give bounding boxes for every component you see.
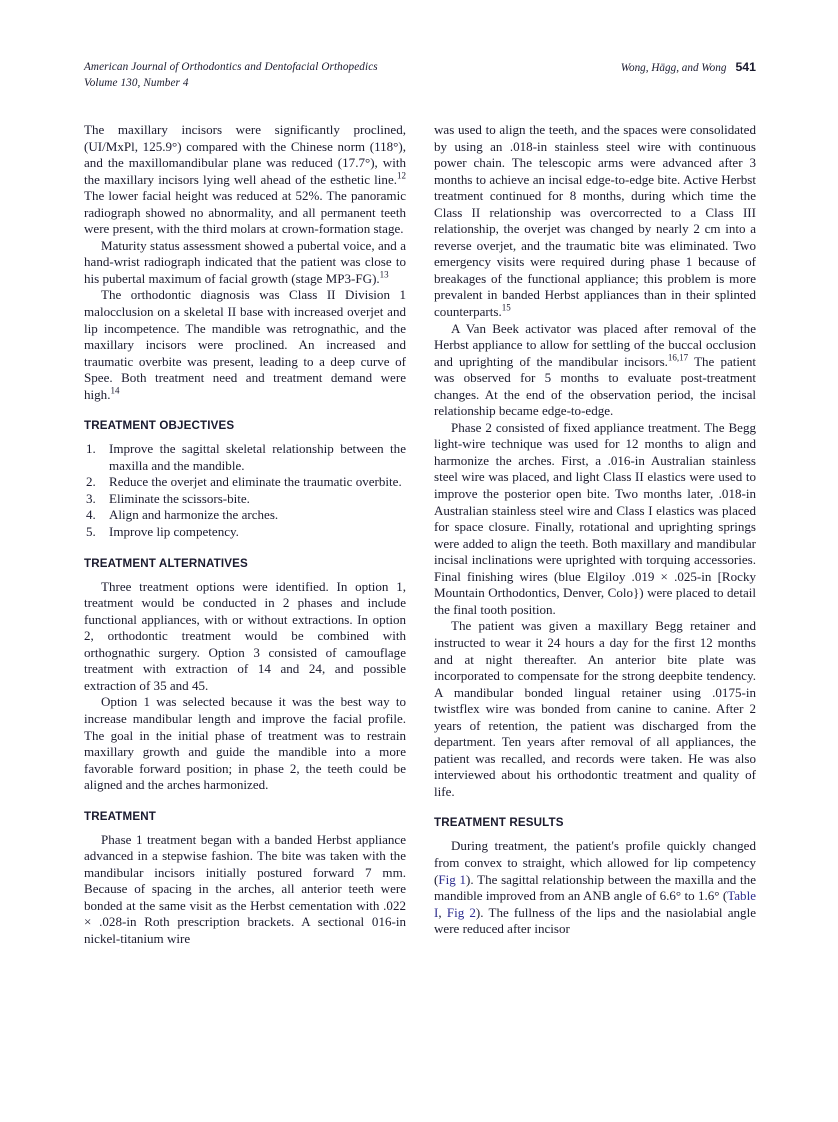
heading-treatment-results: TREATMENT RESULTS: [434, 816, 564, 830]
left-column: [84, 122, 406, 948]
reference-marker-15: 15: [501, 302, 511, 313]
treatment-objectives-list: [84, 441, 406, 540]
volume-issue: [84, 76, 378, 92]
para-text-cont: The patient was observed for 5 months to evaluate post-treatment changes. At the end of the observation period, the incisal relationship became edge-to-edge.: [434, 353, 756, 419]
heading-treatment-objectives: TREATMENT OBJECTIVES: [84, 419, 235, 433]
objective-text: Improve the sagittal skeletal relationship between the maxilla and the mandible.: [109, 441, 406, 473]
list-item: [84, 474, 406, 491]
paragraph-orthodontic-diagnosis: [84, 287, 406, 403]
figure-link-fig-2[interactable]: Fig 2: [446, 904, 476, 920]
results-text-a: During treatment, the patient's profile quickly changed from convex to straight, which allowed for lip competency (: [434, 838, 756, 887]
objective-text: Eliminate the scissors-bite.: [109, 490, 250, 506]
table-link-table-1[interactable]: Table I: [434, 888, 756, 920]
paragraph-phase-one: Phase 1 treatment began with a banded Herbst appliance advanced in a stepwise fashion. The bite was taken with the mandibular incisors initially postured forward 7 mm. Because of spacing in the arches, all anterior teeth were bonded at the same visit as the Herbst cementation with .022 × .028-in Roth prescription brackets. A sectional 016-in nickel-titanium wire: [84, 831, 406, 946]
heading-treatment-alternatives: TREATMENT ALTERNATIVES: [84, 556, 248, 570]
para-text: Maturity status assessment showed a pubertal voice, and a hand-wrist radiograph indicated that the patient was close to his pubertal maximum of facial growth (stage MP3-FG).: [84, 237, 406, 286]
list-item: [84, 524, 406, 541]
page-number: 541: [735, 60, 756, 74]
right-column: [434, 122, 756, 948]
paragraph-herbst-active-treatment: [434, 122, 756, 321]
list-item: [84, 507, 406, 524]
number-label: Number: [143, 76, 180, 89]
paragraph-diagnosis-findings: [84, 122, 406, 238]
paragraph-option-selected: Option 1 was selected because it was the best way to increase mandibular length and improve the facial profile. The goal in the initial phase of treatment was to restrain maxillary growth and guide the mandible into a more favorable forward position; in phase 2, the teeth could be aligned and the arches harmonized.: [84, 694, 406, 793]
objective-text: Reduce the overjet and eliminate the traumatic overbite.: [109, 474, 402, 490]
journal-title: American Journal of Orthodontics and Dentofacial Orthopedics: [84, 61, 378, 73]
authors-line: Wong, Hägg, and Wong: [620, 62, 727, 74]
running-head: [84, 60, 756, 91]
para-text-cont: The lower facial height was reduced at 52%. The panoramic radiograph showed no abnormality, and all permanent teeth were present, with the third molars at crown-formation stage.: [84, 188, 406, 237]
reference-marker-14: 14: [110, 385, 120, 396]
reference-marker-13: 13: [379, 269, 389, 280]
heading-treatment: TREATMENT: [84, 809, 156, 823]
results-text-d: ). The fullness of the lips and the nasiolabial angle were reduced after incisor: [434, 904, 756, 937]
reference-marker-12: 12: [397, 170, 406, 181]
results-text-c: ,: [438, 904, 447, 920]
issue-number: 4: [182, 76, 189, 89]
list-item: [84, 491, 406, 508]
figure-link-fig-1[interactable]: Fig 1: [438, 871, 467, 887]
reference-marker-16-17: 16,17: [667, 352, 689, 363]
paragraph-results-profile: [434, 838, 756, 937]
para-text: was used to align the teeth, and the spaces were consolidated by using an .018-in stainless steel wire with continuous power chain. The telescopic arms were advanced after 3 months to achieve an incisal edge-to-edge bite. Active Herbst treatment continued for 8 months, during which time the Class II relationship was overcorrected to a Class III relationship, the overjet was changed by nearly 2 cm into a reverse overjet, and the traumatic bite was eliminated. Two emergency visits were required during phase 1 because of breakages of the functional appliance; this problem is more prevalent in banded Herbst appliances than in their splinted counterparts.: [434, 122, 756, 320]
volume-number: 130,: [120, 76, 141, 89]
objective-text: Align and harmonize the arches.: [109, 507, 279, 523]
para-text: A Van Beek activator was placed after removal of the Herbst appliance to allow for settling of the buccal occlusion and uprighting of the mandibular incisors.: [434, 320, 756, 369]
paragraph-phase-two: Phase 2 consisted of fixed appliance treatment. The Begg light-wire technique was used for 12 months to align and harmonize the arches. First, a .016-in Australian stainless steel wire was placed, and light Class II elastics were used to improve the posterior open bite. Two months later, .018-in Australian stainless steel wire and Class I elastics was placed for space closure. Finally, rotational and uprighting springs were added to align the teeth. Both maxillary and mandibular incisal inclinations were uprighted with torquing accessories. Final finishing wires (blue Elgiloy .019 × .025-in [Rocky Mountain Orthodontics, Denver, Colo}) were placed to detail the final tooth position.: [434, 419, 756, 617]
paragraph-retention: The patient was given a maxillary Begg retainer and instructed to wear it 24 hours a day for the first 12 months and at night thereafter. An anterior bite plate was incorporated to compensate for the strong deepbite tendency. A mandibular bonded lingual retainer using .0175-in twistflex wire was bonded from canine to canine. After 2 years of retention, the patient was discharged from the department. Ten years after removal of all appliances, the patient was recalled, and records were taken. He was also interviewed about his orthodontic treatment and quality of life.: [434, 618, 756, 799]
running-head-journal-info: [84, 60, 378, 91]
objective-text: Improve lip competency.: [109, 524, 239, 540]
paragraph-van-beek-activator: [434, 321, 756, 420]
running-head-authors-page: [621, 60, 756, 74]
results-text-b: ). The sagittal relationship between the maxilla and the mandible improved from an ANB angle of 6.6° to 1.6° (: [434, 871, 756, 904]
paragraph-maturity-status: [84, 238, 406, 288]
para-text: The maxillary incisors were significantly proclined, (UI/MxPl, 125.9°) compared with the Chinese norm (118°), and the maxillomandibular plane was reduced (17.7°), with the maxillary incisors lying well ahead of the esthetic line.: [84, 122, 406, 187]
volume-label: Volume: [84, 76, 118, 89]
body-columns: [84, 122, 756, 948]
para-text: The orthodontic diagnosis was Class II Division 1 malocclusion on a skeletal II base with increased overjet and lip incompetence. The mandible was retrognathic, and the maxillary incisors were proclined. An increased and traumatic overbite was present, leading to a deep curve of Spee. Both treatment need and treatment demand were high.: [84, 287, 406, 402]
paragraph-three-options: Three treatment options were identified. In option 1, treatment would be conducted in 2 phases and include functional appliances, with or without extractions. In option 2, orthodontic treatment would be combined with orthognathic surgery. Option 3 consisted of camouflage treatment with extraction of 14 and 24, and possible extraction of 35 and 45.: [84, 578, 406, 693]
list-item: [84, 441, 406, 474]
